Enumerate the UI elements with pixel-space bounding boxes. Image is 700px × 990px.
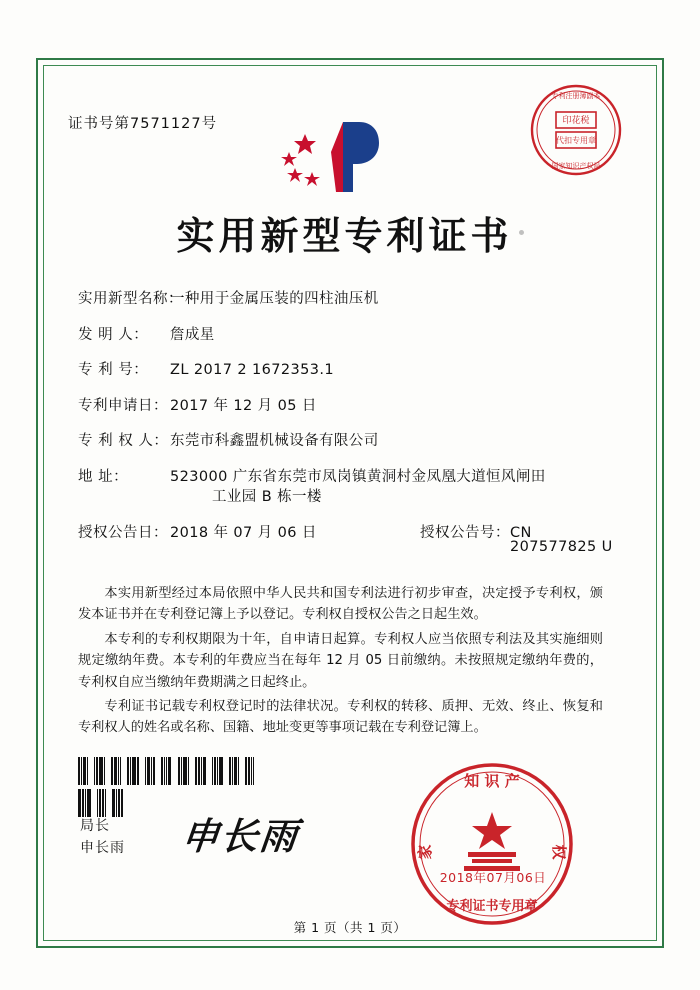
seal-date: 2018年07月06日 <box>439 870 547 885</box>
field-row-patentee <box>78 434 623 449</box>
svg-text:代扣专用章: 代扣专用章 <box>556 136 596 145</box>
barcode <box>78 757 264 785</box>
svg-text:国家知识产权局: 国家知识产权局 <box>551 162 601 170</box>
legal-text <box>78 583 603 742</box>
field-value-patentee: 东莞市科鑫盟机械设备有限公司 <box>170 433 379 449</box>
field-label-filing-date: 专利申请日： <box>78 397 168 414</box>
field-value-inventor: 詹成星 <box>170 326 215 343</box>
svg-text:专利注册簿副本: 专利注册簿副本 <box>551 92 601 100</box>
director-label: 局长 <box>80 818 110 834</box>
field-row-filing-date <box>78 399 623 414</box>
field-row-patent-number <box>78 363 623 378</box>
field-label-grant-date: 授权公告日： <box>78 524 168 541</box>
legal-paragraph-2: 本专利的专利权期限为十年，自申请日起算。专利权人应当依照专利法及其实施细则规定缴纳年费。本专利的年费应当在每年 12 月 05 日前缴纳。未按照规定缴纳年费的，专利权自应当缴纳年费期满之日起终止。 <box>78 631 603 690</box>
field-label-address: 地 址： <box>78 468 129 485</box>
director-name: 申长雨 <box>80 839 125 856</box>
field-label-name: 实用新型名称： <box>78 291 183 307</box>
address-line-2: 工业园 B 栋一楼 <box>212 489 322 505</box>
field-value-filing-date: 2017 年 12 月 05 日 <box>170 397 317 414</box>
page-title <box>0 205 700 260</box>
legal-paragraph-1: 本实用新型经过本局依照中华人民共和国专利法进行初步审查，决定授予专利权，颁发本证书并在专利登记簿上予以登记。专利权自授权公告之日起生效。 <box>78 586 603 623</box>
svg-text:知 识 产: 知 识 产 <box>464 772 520 790</box>
field-value-address <box>170 470 623 505</box>
field-row-address <box>78 470 623 505</box>
director-block <box>80 816 125 859</box>
certificate-number: 证书号第7571127号 <box>68 116 218 132</box>
svg-text:印花税: 印花税 <box>562 116 590 126</box>
field-row-inventor <box>78 328 623 343</box>
tax-stamp-icon <box>528 82 624 178</box>
page-title-text: 实用新型专利证书 <box>176 213 513 258</box>
field-label-grant-number: 授权公告号： <box>420 524 510 541</box>
page-footer: 第 1 页（共 1 页） <box>293 920 407 935</box>
field-value-grant-date: 2018 年 07 月 06 日 <box>170 524 317 541</box>
field-label-inventor: 发 明 人： <box>78 326 149 343</box>
legal-paragraph-3: 专利证书记载专利权登记时的法律状况。专利权的转移、质押、无效、终止、恢复和专利权人的姓名或名称、国籍、地址变更等事项记载在专利登记簿上。 <box>78 698 603 736</box>
field-list <box>78 292 623 576</box>
field-value-patent-number: ZL 2017 2 1672353.1 <box>170 362 334 378</box>
title-dot-icon <box>519 230 524 235</box>
svg-text:家: 家 <box>416 844 434 860</box>
director-signature: 申长雨 <box>179 814 301 858</box>
address-line-1: 523000 广东省东莞市凤岗镇黄洞村金凤凰大道恒风闸田 <box>170 468 546 485</box>
field-label-patent-number: 专 利 号： <box>78 362 149 378</box>
patent-office-logo <box>281 118 401 196</box>
field-value-grant-number: CN 207577825 U <box>510 524 613 555</box>
field-label-patentee: 专 利 权 人： <box>78 433 169 449</box>
svg-text:权: 权 <box>550 844 568 860</box>
field-row-grant <box>78 526 623 555</box>
svg-text:专利证书专用章: 专利证书专用章 <box>446 899 538 914</box>
field-value-name: 一种用于金属压装的四柱油压机 <box>170 291 379 307</box>
official-seal-icon <box>408 760 576 928</box>
field-row-name <box>78 292 623 307</box>
